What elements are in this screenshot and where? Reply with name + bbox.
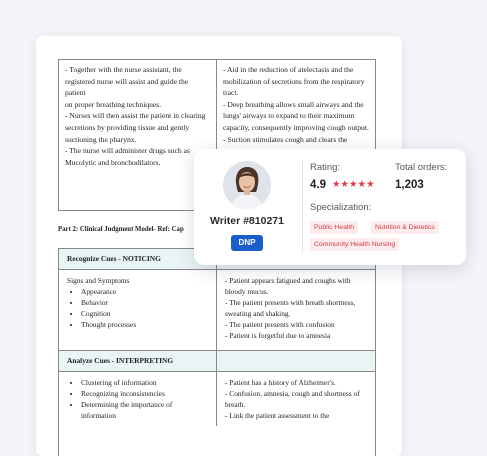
list-item: • Cognition xyxy=(81,308,208,319)
cues-left-cell xyxy=(59,270,217,350)
star-rating-icon: ★★★★★ xyxy=(332,179,375,190)
writer-profile-card[interactable] xyxy=(194,149,466,265)
writer-photo-icon xyxy=(223,161,271,209)
writer-name: Writer #810271 xyxy=(210,215,284,227)
text-line: on proper breathing techniques. xyxy=(65,99,162,109)
section-header-empty xyxy=(217,351,375,371)
list-item: • Thought processes xyxy=(81,319,208,330)
section-header-row xyxy=(59,351,375,372)
list-item: • Behavior xyxy=(81,297,208,308)
orders-value: 1,203 xyxy=(395,179,424,191)
degree-badge: DNP xyxy=(231,235,263,251)
text-line: - Deep breathing allows small airways and the xyxy=(223,99,364,109)
rating-label: Rating: xyxy=(310,162,341,173)
text-line: registered nurse will assist and guide the patient xyxy=(65,76,189,98)
list-item: • Recognizing inconsistencies xyxy=(81,388,208,399)
text-line: - Patient appears fatigued and coughs with xyxy=(225,276,351,285)
text-line: sweating and shaking. xyxy=(225,309,291,318)
text-line: Mucolytic and bronchodilators. xyxy=(65,157,161,167)
text-line: - Link the patient assessment to the xyxy=(225,411,330,420)
text-line: mobilization of secretions from the respiratory xyxy=(223,76,365,86)
part2-heading: Part 2: Clinical Judgment Model- Ref: Cap xyxy=(58,226,184,233)
text-line: - Aid in the reduction of atelectasis and the xyxy=(223,65,354,74)
section-body-row xyxy=(59,372,375,426)
text-line: secretions by providing tissue and gently xyxy=(65,122,190,132)
text-line: suctioning the pharynx. xyxy=(65,134,137,144)
list-item: • Appearance xyxy=(81,286,208,297)
text-line: breath. xyxy=(225,400,246,409)
specialization-tag: Community Health Nursing xyxy=(310,238,399,251)
cues-title: Signs and Symptoms xyxy=(67,276,130,285)
list-item: • Clustering of information xyxy=(81,377,208,388)
text-line: bloody mucus. xyxy=(225,287,269,296)
text-line: - Together with the nurse assistant, the xyxy=(65,65,182,74)
text-line: - Patient is forgetful due to amnesia xyxy=(225,331,331,340)
section-body-row xyxy=(59,270,375,351)
rating-value: 4.9 xyxy=(310,179,326,191)
text-line: - Patient has a history of Alzheimer's. xyxy=(225,378,336,387)
text-line: - Confusion, amnesia, cough and shortness of xyxy=(225,389,360,398)
orders-label: Total orders: xyxy=(395,162,448,173)
text-line: lungs' airways to expand to their maximum xyxy=(223,111,355,121)
specialization-tag: Public Health xyxy=(310,221,358,234)
section-header: Analyze Cues - INTERPRETING xyxy=(59,351,217,371)
avatar xyxy=(223,161,271,209)
text-line: - The patient presents with confusion xyxy=(225,320,335,329)
cues-right-cell xyxy=(217,270,375,350)
section-header: Recognize Cues - NOTICING xyxy=(59,249,217,269)
list-item: information xyxy=(81,411,116,420)
specialization-tag: Nutrition & Dietetics xyxy=(371,221,439,234)
clinical-judgment-table xyxy=(58,248,376,456)
text-line: - The nurse will administer drugs such as xyxy=(65,146,190,156)
text-line: capacity, consequently improving cough output. xyxy=(223,122,369,132)
analyze-left-cell xyxy=(59,372,217,426)
card-divider xyxy=(302,161,303,253)
list-item: • Determining the importance of xyxy=(81,399,208,410)
text-line: tract. xyxy=(223,88,239,98)
text-line: - The patient presents with breath shortness, xyxy=(225,298,356,307)
specialization-label: Specialization: xyxy=(310,202,372,213)
text-line: - Nurses will then assist the patient in clearing xyxy=(65,111,206,121)
analyze-right-cell xyxy=(217,372,375,426)
text-line: - Suction stimulates cough and clears the xyxy=(223,134,348,144)
